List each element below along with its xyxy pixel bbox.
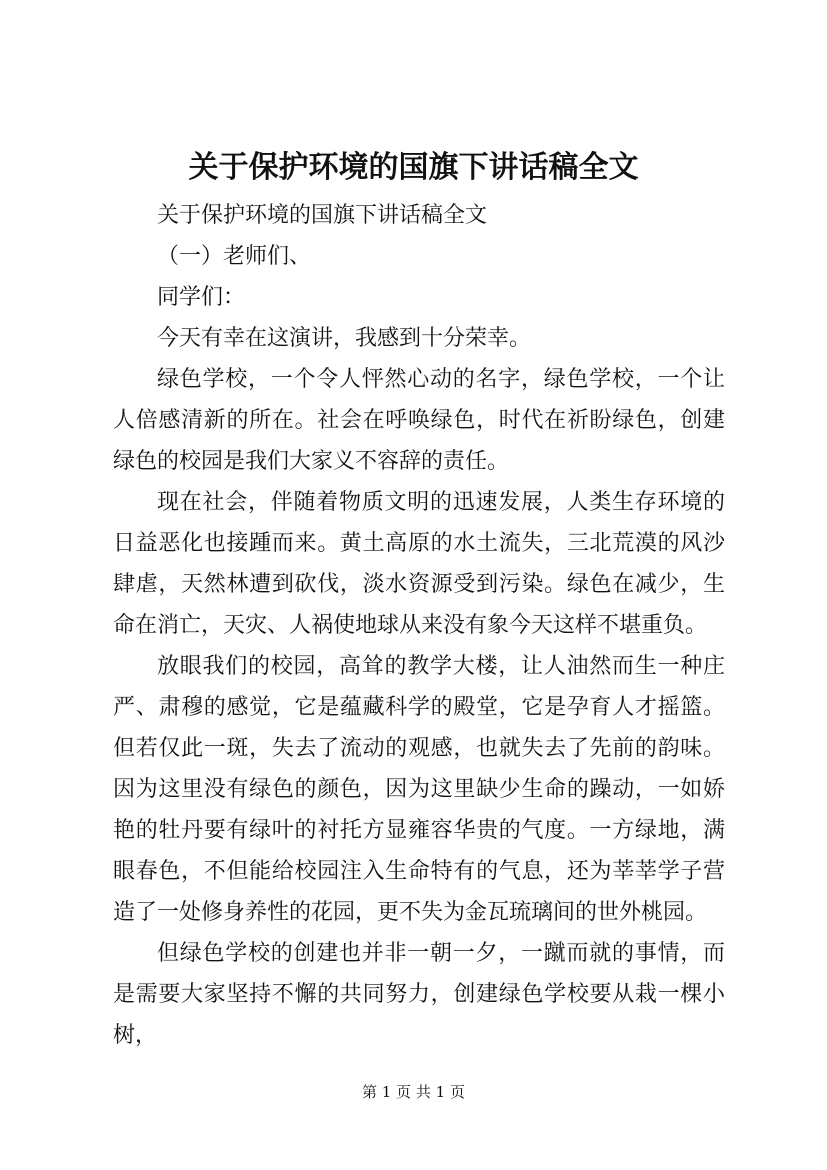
paragraph-salutation-students: 同学们： — [157, 285, 246, 310]
document-title: 关于保护环境的国旗下讲话稿全文 — [188, 150, 639, 185]
paragraph-environment: 现在社会，伴随着物质文明的迅速发展，人类生存环境的日益恶化也接踵而来。黄土高原的水土流失，三北荒漠的风沙肆虐，天然林遭到砍伐，淡水资源受到污染。绿色在减少，生命在消亡，天灾、人祸使地球从来没有象今天这样不堪重负。 — [113, 490, 725, 638]
paragraph-effort: 但绿色学校的创建也并非一朝一夕，一蹴而就的事情，而是需要大家坚持不懈的共同努力，创建绿色学校要从栽一棵小树， — [113, 941, 725, 1048]
paragraph-green-school: 绿色学校，一个令人怦然心动的名字，绿色学校，一个让人倍感清新的所在。社会在呼唤绿色，时代在祈盼绿色，创建绿色的校园是我们大家义不容辞的责任。 — [113, 367, 725, 474]
paragraph-opening: 今天有幸在这演讲，我感到十分荣幸。 — [157, 326, 532, 351]
page-footer: 第 1 页 共 1 页 — [362, 1083, 465, 1101]
document-body — [113, 195, 725, 1056]
paragraph-salutation-teachers: （一）老师们、 — [157, 244, 312, 269]
paragraph-subtitle: 关于保护环境的国旗下讲话稿全文 — [157, 203, 488, 228]
paragraph-campus: 放眼我们的校园，高耸的教学大楼，让人油然而生一种庄严、肃穆的感觉，它是蕴藏科学的殿堂，它是孕育人才摇篮。但若仅此一斑，失去了流动的观感，也就失去了先前的韵味。因为这里没有绿色的颜色，因为这里缺少生命的躁动，一如娇艳的牡丹要有绿叶的衬托方显雍容华贵的气度。一方绿地，满眼春色，不但能给校园注入生命特有的气息，还为莘莘学子营造了一处修身养性的花园，更不失为金瓦琉璃间的世外桃园。 — [113, 654, 725, 925]
